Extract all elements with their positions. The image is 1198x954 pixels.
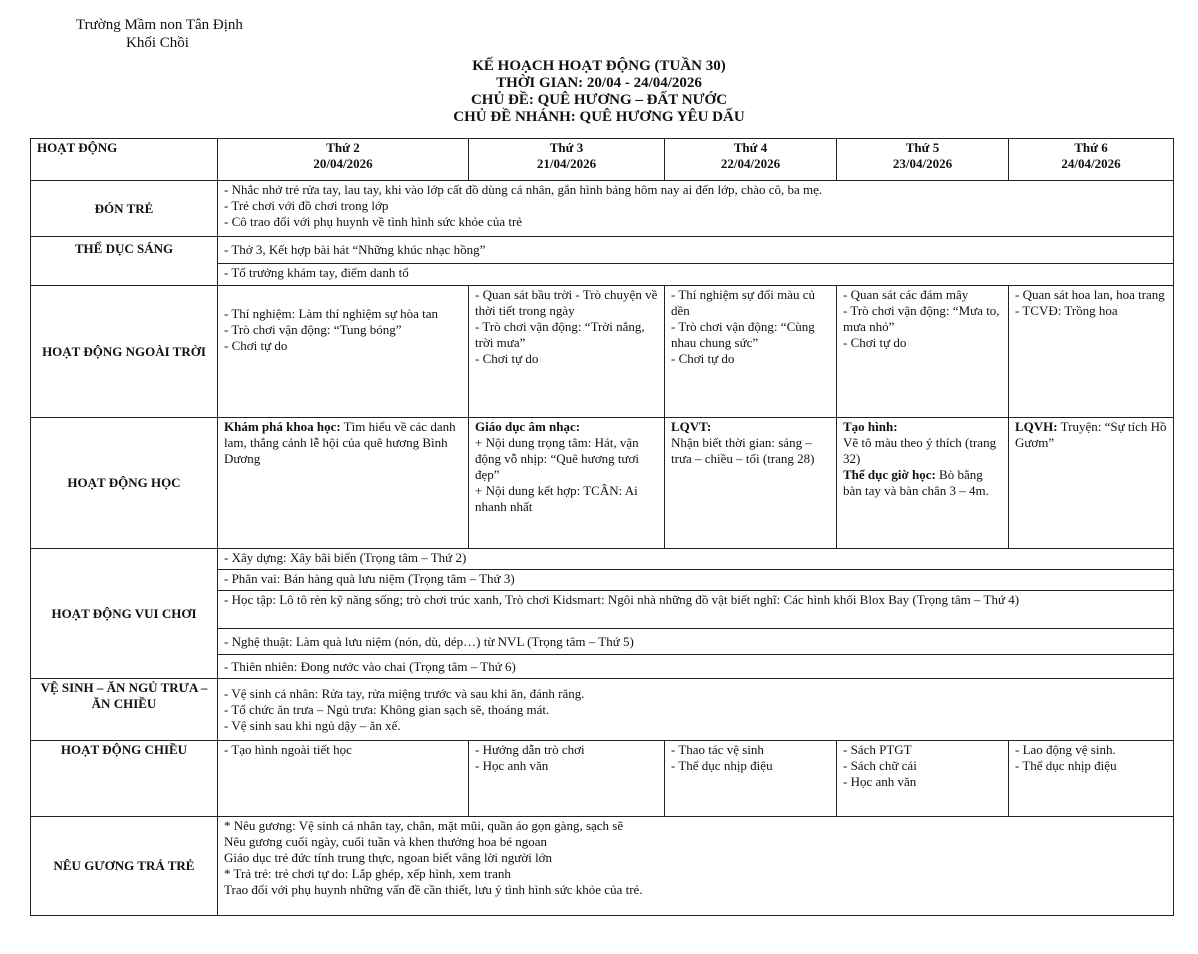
school-name: Trường Mầm non Tân Định: [76, 17, 243, 33]
chieu-d4: - Thao tác vệ sinh - Thể dục nhịp điệu: [665, 741, 837, 817]
ve-sinh-content: - Vệ sinh cá nhân: Rửa tay, rửa miệng trước và sau khi ăn, đánh răng. - Tổ chức ăn trưa – Ngủ trưa: Không gian sạch sẽ, thoáng mát. - Vệ sinh sau khi ngủ dậy – ăn xế.: [218, 679, 1174, 741]
title-subtheme: CHỦ ĐỀ NHÁNH: QUÊ HƯƠNG YÊU DẤU: [453, 109, 745, 125]
chieu-d6: - Lao động vệ sinh. - Thể dục nhịp điệu: [1009, 741, 1174, 817]
vui-choi-line2: - Phân vai: Bán hàng quà lưu niệm (Trọng tâm – Thứ 3): [218, 570, 1174, 591]
row-hoc: [31, 418, 1174, 549]
row-the-duc-1: [31, 237, 1174, 264]
header-activity: HOẠT ĐỘNG: [31, 139, 218, 181]
plan-titles: [0, 58, 1198, 126]
header-day-5: Thứ 5 23/04/2026: [837, 139, 1009, 181]
hoc-d2: Khám phá khoa học: Tìm hiểu về các danh lam, thắng cảnh lễ hội của quê hương Bình Dương: [218, 418, 469, 549]
the-duc-line1: - Thở 3, Kết hợp bài hát “Những khúc nhạc hồng”: [218, 237, 1174, 264]
row-ngoai-troi: [31, 286, 1174, 418]
ngoai-troi-d3: - Quan sát bầu trời - Trò chuyện về thời tiết trong ngày - Trò chơi vận động: “Trời nắng, trời mưa” - Chơi tự do: [469, 286, 665, 418]
row-vui-choi-1: [31, 549, 1174, 570]
vui-choi-line1: - Xây dựng: Xây bãi biển (Trọng tâm – Thứ 2): [218, 549, 1174, 570]
chieu-d5: - Sách PTGT - Sách chữ cái - Học anh văn: [837, 741, 1009, 817]
hoc-d3: Giáo dục âm nhạc: + Nội dung trọng tâm: Hát, vận động vỗ nhịp: “Quê hương tươi đẹp” + Nội dung kết hợp: TCÂN: Ai nhanh nhất: [469, 418, 665, 549]
vui-choi-line3: - Học tập: Lô tô rèn kỹ năng sống; trò chơi trúc xanh, Trò chơi Kidsmart: Ngôi nhà những đồ vật biết nghĩ: Các hình khối Blox Bay (Trọng tâm – Thứ 4): [218, 591, 1174, 629]
label-neu-guong: NÊU GƯƠNG TRẢ TRẺ: [31, 817, 218, 916]
school-header: [76, 16, 243, 52]
label-vui-choi: HOẠT ĐỘNG VUI CHƠI: [31, 549, 218, 679]
plan-table: [30, 138, 1174, 916]
hoc-d6: LQVH: Truyện: “Sự tích Hồ Gươm”: [1009, 418, 1174, 549]
neu-guong-content: * Nêu gương: Vệ sinh cá nhân tay, chân, mặt mũi, quần áo gọn gàng, sạch sẽ Nêu gương cuối ngày, cuối tuần và khen thưởng hoa bé ngoan Giáo dục trẻ đức tính trung thực, ngoan biết vâng lời người lớn * Trả trẻ: trẻ chơi tự do: Lắp ghép, xếp hình, xem tranh Trao đổi với phụ huynh những vấn đề cần thiết, lưu ý tình hình sức khỏe của trẻ.: [218, 817, 1174, 916]
header-day-4: Thứ 4 22/04/2026: [665, 139, 837, 181]
hoc-d5: Tạo hình: Vẽ tô màu theo ý thích (trang 32) Thể dục giờ học: Bò bằng bàn tay và bàn chân 3 – 4m.: [837, 418, 1009, 549]
school-group: Khối Chồi: [126, 35, 189, 51]
chieu-d2: - Tạo hình ngoài tiết học: [218, 741, 469, 817]
the-duc-line2: - Tổ trưởng khám tay, điểm danh tổ: [218, 264, 1174, 286]
ngoai-troi-d4: - Thí nghiệm sự đổi màu củ dền - Trò chơi vận động: “Cùng nhau chung sức” - Chơi tự do: [665, 286, 837, 418]
title-theme: CHỦ ĐỀ: QUÊ HƯƠNG – ĐẤT NƯỚC: [470, 92, 728, 108]
don-tre-content: - Nhắc nhở trẻ rửa tay, lau tay, khi vào lớp cất đồ dùng cá nhân, gắn hình bảng hôm nay ai đến lớp, chào cô, ba mẹ. - Trẻ chơi với đồ chơi trong lớp - Cô trao đổi với phụ huynh về tình hình sức khỏe của trẻ: [218, 181, 1174, 237]
row-chieu: [31, 741, 1174, 817]
vui-choi-line5: - Thiên nhiên: Đong nước vào chai (Trọng tâm – Thứ 6): [218, 655, 1174, 679]
row-ve-sinh: [31, 679, 1174, 741]
ngoai-troi-d2: - Thí nghiệm: Làm thí nghiệm sự hòa tan - Trò chơi vận động: “Tung bóng” - Chơi tự do: [218, 286, 469, 418]
header-day-3: Thứ 3 21/04/2026: [469, 139, 665, 181]
header-row: [31, 139, 1174, 181]
label-ve-sinh: VỆ SINH – ĂN NGỦ TRƯA – ĂN CHIỀU: [31, 679, 218, 741]
label-ngoai-troi: HOẠT ĐỘNG NGOÀI TRỜI: [31, 286, 218, 418]
ngoai-troi-d5: - Quan sát các đám mây - Trò chơi vận động: “Mưa to, mưa nhỏ” - Chơi tự do: [837, 286, 1009, 418]
vui-choi-line4: - Nghệ thuật: Làm quà lưu niệm (nón, dù, dép…) từ NVL (Trọng tâm – Thứ 5): [218, 629, 1174, 655]
row-neu-guong: [31, 817, 1174, 916]
hoc-d4: LQVT: Nhận biết thời gian: sáng – trưa – chiều – tối (trang 28): [665, 418, 837, 549]
label-hoc: HOẠT ĐỘNG HỌC: [31, 418, 218, 549]
label-the-duc: THỂ DỤC SÁNG: [31, 237, 218, 286]
chieu-d3: - Hướng dẫn trò chơi - Học anh văn: [469, 741, 665, 817]
row-don-tre: [31, 181, 1174, 237]
ngoai-troi-d6: - Quan sát hoa lan, hoa trang - TCVĐ: Trồng hoa: [1009, 286, 1174, 418]
label-chieu: HOẠT ĐỘNG CHIỀU: [31, 741, 218, 817]
title-week: KẾ HOẠCH HOẠT ĐỘNG (TUẦN 30): [472, 58, 726, 74]
label-don-tre: ĐÓN TRẺ: [31, 181, 218, 237]
header-day-2: Thứ 2 20/04/2026: [218, 139, 469, 181]
header-day-6: Thứ 6 24/04/2026: [1009, 139, 1174, 181]
title-time: THỜI GIAN: 20/04 - 24/04/2026: [496, 75, 702, 91]
